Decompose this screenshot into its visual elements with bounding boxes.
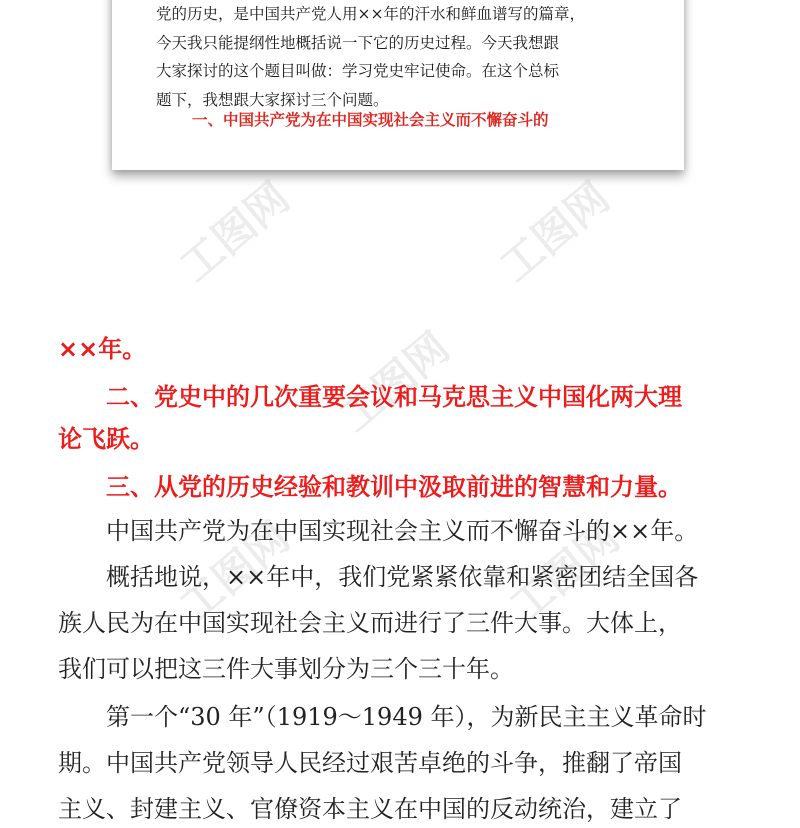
section-heading-3: 三、从党的历史经验和教训中汲取前进的智慧和力量。 xyxy=(106,473,682,501)
card-text-line: 党的历史，是中国共产党人用××年的汗水和鲜血谱写的篇章， xyxy=(156,5,585,23)
card-text-line: 题下，我想跟大家探讨三个问题。 xyxy=(156,90,389,109)
card-text-line: 今天我只能提纲性地概括说一下它的历史过程。今天我想跟 xyxy=(156,33,560,52)
paragraph-line: 第一个“30 年”（1919～1949 年），为新民主主义革命时 xyxy=(106,703,707,731)
paragraph-line: 概括地说，××年中，我们党紧紧依靠和紧密团结全国各 xyxy=(106,563,699,591)
paragraph-line: 我们可以把这三件大事划分为三个三十年。 xyxy=(58,655,514,683)
card-section-heading: 一、中国共产党为在中国实现社会主义而不懈奋斗的 xyxy=(192,111,549,129)
watermark: 工图网 xyxy=(170,172,299,292)
paragraph-line: 主义、封建主义、官僚资本主义在中国的反动统治，建立了 xyxy=(58,795,682,823)
watermark: 工图网 xyxy=(500,512,629,632)
section-heading-2-line1: 二、党史中的几次重要会议和马克思主义中国化两大理 xyxy=(106,383,682,411)
watermark: 工图网 xyxy=(170,512,299,632)
watermark: 工图网 xyxy=(330,322,459,442)
card-text-line: 大家探讨的这个题目叫做：学习党史牢记使命。在这个总标 xyxy=(156,62,560,80)
watermark: 工图网 xyxy=(490,172,619,292)
paragraph-line: 族人民为在中国实现社会主义而进行了三件大事。大体上， xyxy=(58,609,682,637)
section-heading-2-line2: 论飞跃。 xyxy=(58,425,154,453)
card-body-text xyxy=(156,0,656,114)
paragraph-line: 期。中国共产党领导人民经过艰苦卓绝的斗争，推翻了帝国 xyxy=(58,749,682,777)
heading-continuation: ××年。 xyxy=(58,335,147,363)
paragraph-line: 中国共产党为在中国实现社会主义而不懈奋斗的××年。 xyxy=(106,517,699,545)
document-preview-card xyxy=(112,0,684,170)
